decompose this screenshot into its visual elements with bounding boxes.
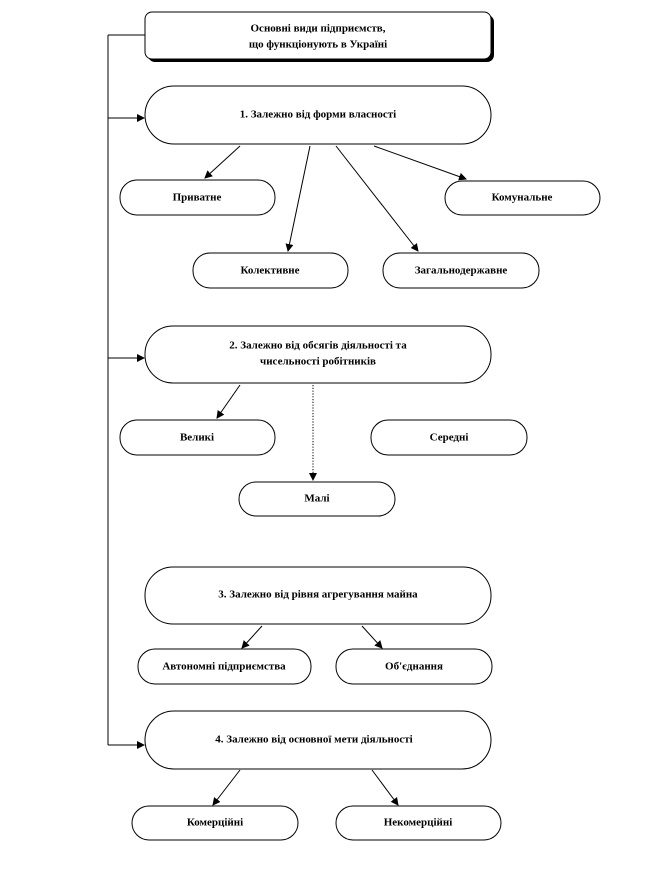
arrow-group-1-to-state: [336, 146, 418, 251]
arrow-group-4-to-commercial: [213, 770, 240, 805]
arrow-group-1-to-communal: [374, 146, 466, 179]
item-communal-label: Комунальне: [491, 191, 553, 204]
item-large-label: Великі: [179, 431, 215, 444]
group-2-node: [145, 326, 491, 383]
item-collective-label: Колективне: [240, 264, 300, 277]
title-box: [145, 12, 491, 59]
group-3-label: 3. Залежно від рівня агрегування майна: [218, 588, 418, 601]
group-1-label: 1. Залежно від форми власності: [239, 108, 397, 121]
item-state-label: Загальнодержавне: [414, 264, 508, 277]
item-autonomous-label: Автономні підприємства: [162, 660, 286, 673]
group-2-label-line-1: 2. Залежно від обсягів діяльності та: [229, 339, 407, 352]
title-line-1: Основні види підприємств,: [250, 22, 386, 35]
item-associations-label: Об'єднання: [385, 660, 443, 673]
group-2-label-line-2: чисельності робітників: [260, 355, 376, 368]
item-noncommercial-label: Некомерційні: [383, 816, 453, 829]
item-medium-label: Середні: [429, 431, 469, 444]
item-small-label: Малі: [304, 492, 330, 505]
arrow-group-4-to-noncommercial: [372, 770, 398, 805]
arrow-group-1-to-private: [205, 146, 240, 178]
title-line-2: що функціонують в Україні: [248, 38, 388, 51]
item-commercial-label: Комерційні: [186, 816, 244, 829]
arrow-group-3-to-autonomous: [242, 626, 262, 648]
arrow-group-3-to-associations: [362, 626, 382, 648]
arrow-group-2-to-large: [217, 385, 240, 418]
arrow-group-1-to-collective: [288, 146, 310, 251]
item-private-label: Приватне: [172, 191, 222, 204]
group-4-label: 4. Залежно від основної мети діяльності: [215, 733, 413, 746]
